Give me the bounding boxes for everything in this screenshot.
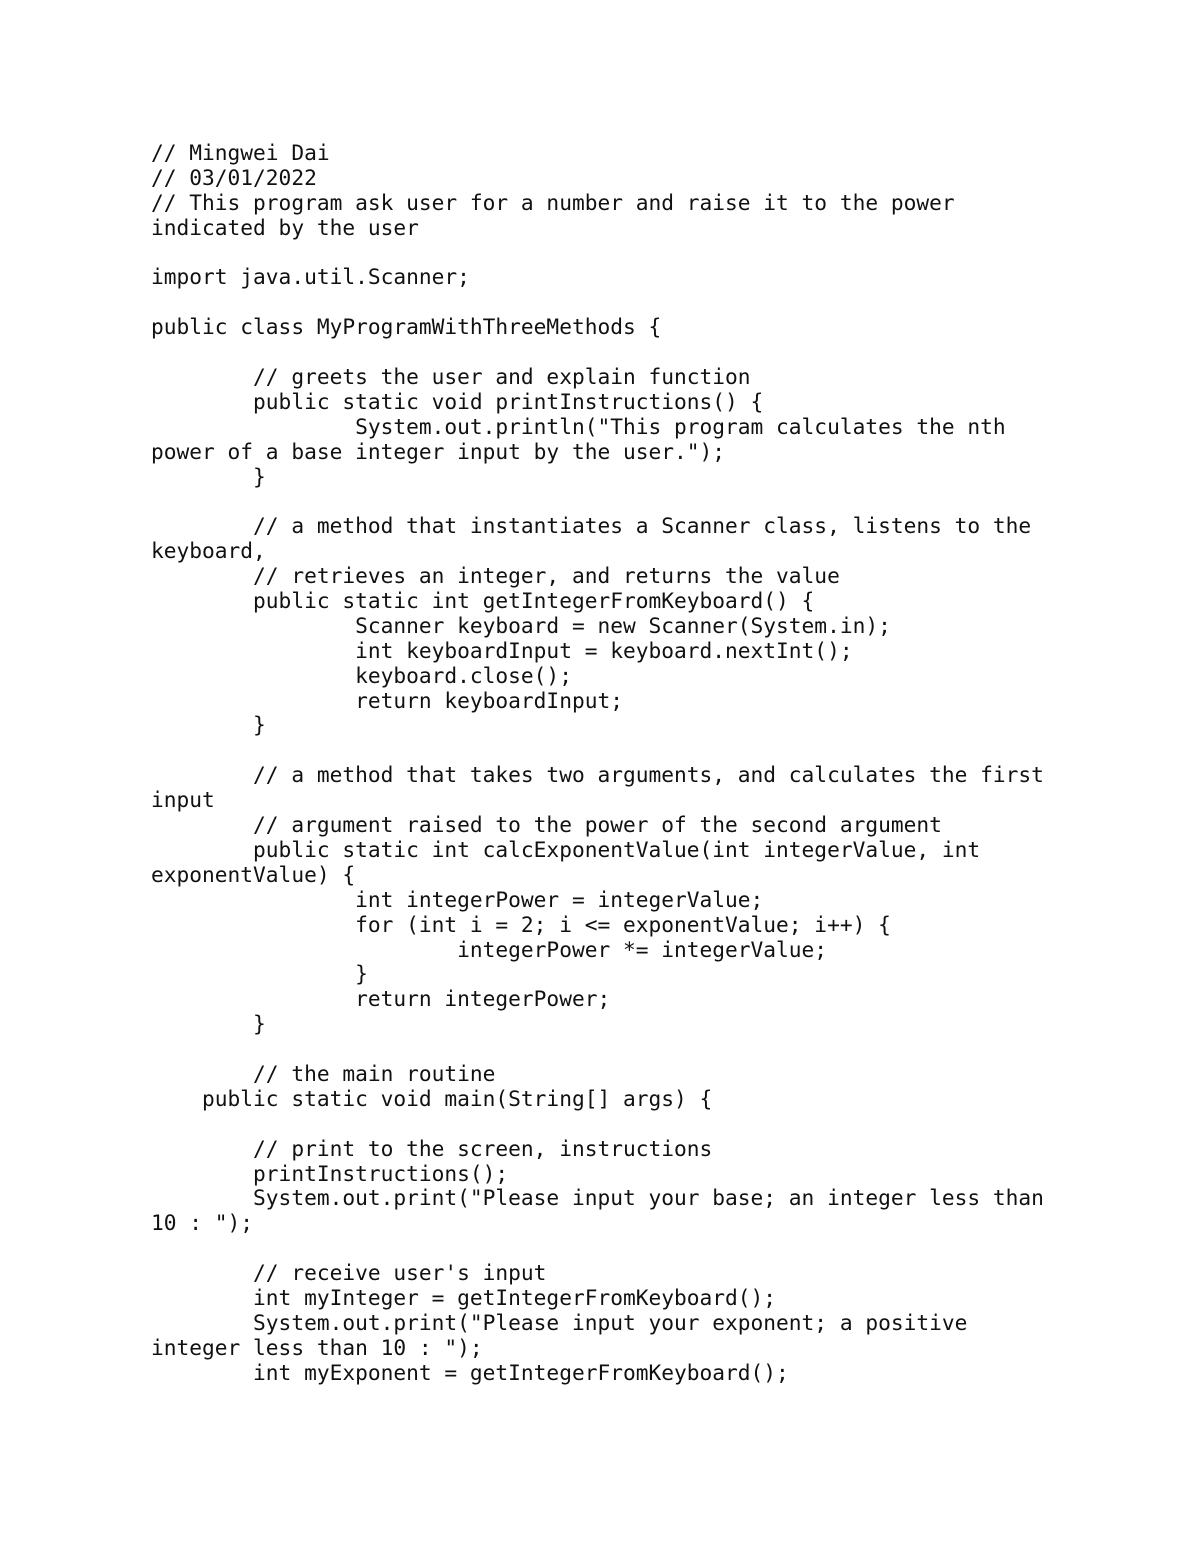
blank-line (151, 1112, 1151, 1137)
code-line: indicated by the user (151, 214, 419, 240)
code-line: printInstructions(); (151, 1160, 509, 1186)
code-line: keyboard, (151, 538, 266, 564)
code-line: Scanner keyboard = new Scanner(System.in); (151, 612, 891, 638)
code-line: } (151, 961, 368, 987)
code-line: System.out.print("Please input your exponent; a positive (151, 1309, 968, 1335)
code-line: } (151, 712, 266, 738)
code-line: // a method that instantiates a Scanner class, listens to the (151, 513, 1032, 539)
code-line: int myInteger = getIntegerFromKeyboard(); (151, 1284, 777, 1310)
code-line: // This program ask user for a number and raise it to the power (151, 189, 955, 215)
code-line: public class MyProgramWithThreeMethods { (151, 314, 662, 340)
blank-line (151, 1037, 1151, 1062)
code-line: exponentValue) { (151, 861, 356, 887)
code-line: import java.util.Scanner; (151, 264, 470, 290)
code-line: public static int getIntegerFromKeyboard() { (151, 588, 815, 614)
code-line: // argument raised to the power of the second argument (151, 812, 942, 838)
code-line: // receive user's input (151, 1260, 547, 1286)
code-line: int integerPower = integerValue; (151, 886, 764, 912)
code-line: int keyboardInput = keyboard.nextInt(); (151, 637, 853, 663)
code-line: for (int i = 2; i <= exponentValue; i++) { (151, 911, 891, 937)
code-line: } (151, 1011, 266, 1037)
blank-line (151, 241, 1151, 266)
code-line: // print to the screen, instructions (151, 1135, 713, 1161)
code-line: return integerPower; (151, 986, 611, 1012)
blank-line (151, 340, 1151, 365)
code-line: integerPower *= integerValue; (151, 936, 828, 962)
code-line: public static void printInstructions() { (151, 388, 764, 414)
code-line: // the main routine (151, 1060, 496, 1086)
code-line: int myExponent = getIntegerFromKeyboard(); (151, 1359, 789, 1385)
code-line: } (151, 463, 266, 489)
code-line: // Mingwei Dai (151, 140, 330, 165)
code-line: power of a base integer input by the user."); (151, 438, 726, 464)
code-line: System.out.print("Please input your base; an integer less than (151, 1185, 1044, 1211)
blank-line (151, 290, 1151, 315)
code-line: public static void main(String[] args) { (151, 1085, 713, 1111)
code-line: // greets the user and explain function (151, 364, 751, 390)
code-line: // a method that takes two arguments, and calculates the first (151, 762, 1044, 788)
blank-line (151, 1236, 1151, 1261)
code-line: // retrieves an integer, and returns the value (151, 563, 840, 589)
code-line: public static int calcExponentValue(int integerValue, int (151, 836, 981, 862)
code-line: 10 : "); (151, 1210, 254, 1236)
blank-line (151, 489, 1151, 514)
code-line: System.out.println("This program calculates the nth (151, 413, 1006, 439)
code-line: input (151, 787, 215, 813)
code-line: keyboard.close(); (151, 662, 572, 688)
blank-line (151, 738, 1151, 763)
code-listing (151, 141, 1151, 1386)
code-line: integer less than 10 : "); (151, 1334, 483, 1360)
code-line: return keyboardInput; (151, 687, 623, 713)
code-line: // 03/01/2022 (151, 164, 317, 190)
